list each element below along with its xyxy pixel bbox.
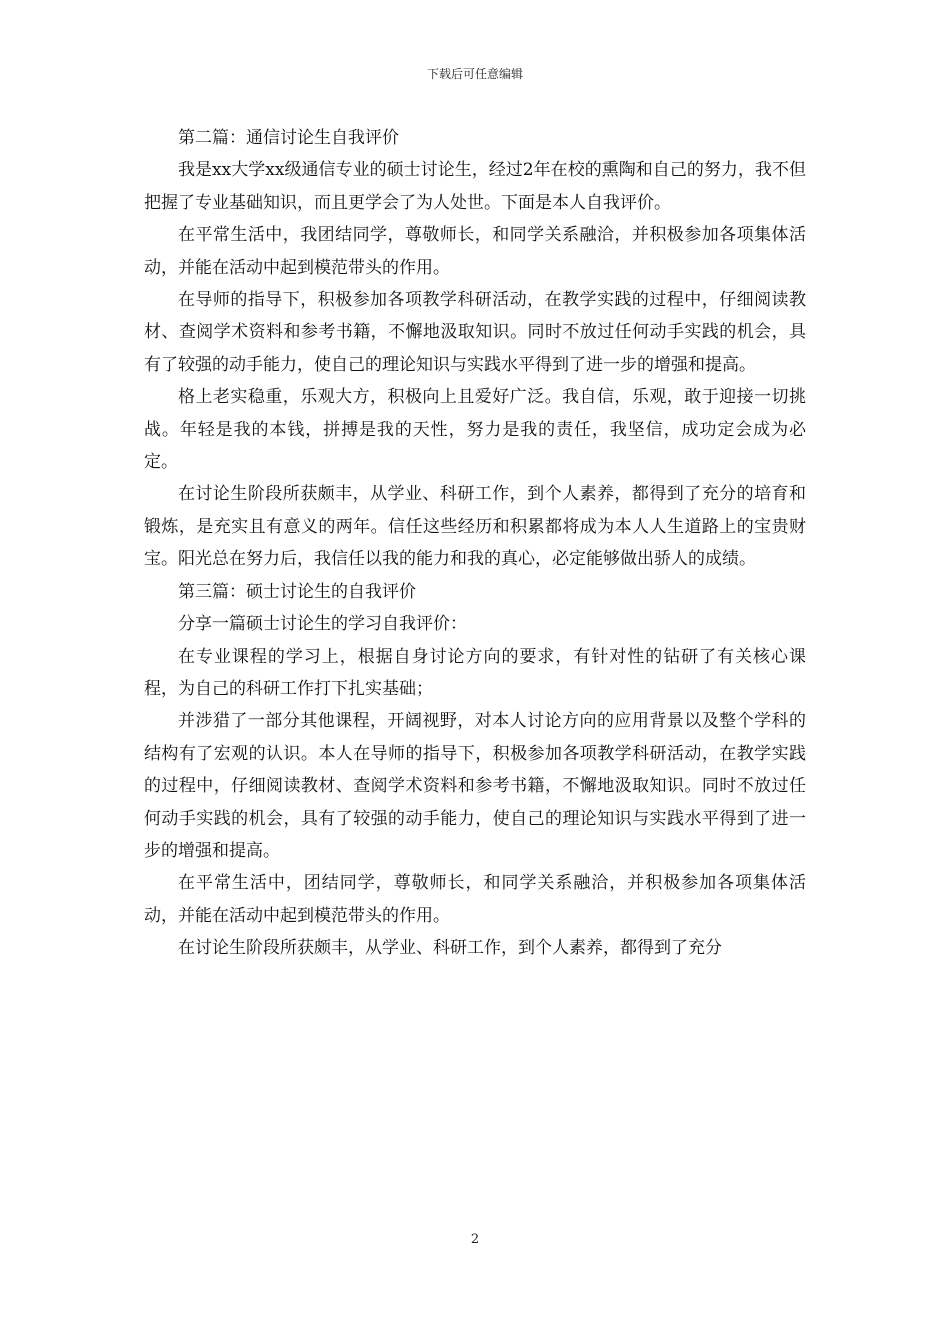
document-body: [144, 122, 806, 965]
paragraph: 在专业课程的学习上，根据自身讨论方向的要求，有针对性的钻研了有关核心课程，为自己的科研工作打下扎实基础；: [144, 646, 806, 699]
paragraph: 在导师的指导下，积极参加各项教学科研活动，在教学实践的过程中，仔细阅读教材、查阅学术资料和参考书籍，不懈地汲取知识。同时不放过任何动手实践的机会，具有了较强的动手能力，使自己的理论知识与实践水平得到了进一步的增强和提高。: [144, 290, 806, 375]
page-number: 2: [470, 1232, 480, 1247]
paragraph: 分享一篇硕士讨论生的学习自我评价：: [178, 614, 467, 635]
page-header: 下载后可任意编辑: [426, 67, 523, 81]
section-heading-2: 第二篇：通信讨论生自我评价: [178, 128, 399, 148]
paragraph: 在讨论生阶段所获颇丰，从学业、科研工作，到个人素养，都得到了充分: [178, 938, 722, 959]
paragraph: 在讨论生阶段所获颇丰，从学业、科研工作，到个人素养，都得到了充分的培育和锻炼，是充实且有意义的两年。信任这些经历和积累都将成为本人人生道路上的宝贵财宝。阳光总在努力后，我信任以我的能力和我的真心，必定能够做出骄人的成绩。: [144, 484, 806, 570]
section-heading-3: 第三篇：硕士讨论生的自我评价: [178, 581, 416, 602]
paragraph: 我是xx大学xx级通信专业的硕士讨论生，经过2年在校的熏陶和自己的努力，我不但把握了专业基础知识，而且更学会了为人处世。下面是本人自我评价。: [144, 160, 806, 213]
paragraph: 并涉猎了一部分其他课程，开阔视野，对本人讨论方向的应用背景以及整个学科的结构有了宏观的认识。本人在导师的指导下，积极参加各项教学科研活动，在教学实践的过程中，仔细阅读教材、查阅学术资料和参考书籍，不懈地汲取知识。同时不放过任何动手实践的机会，具有了较强的动手能力，使自己的理论知识与实践水平得到了进一步的增强和提高。: [144, 711, 806, 861]
paragraph: 格上老实稳重，乐观大方，积极向上且爱好广泛。我自信，乐观，敢于迎接一切挑战。年轻是我的本钱，拼搏是我的天性，努力是我的责任，我坚信，成功定会成为必定。: [144, 387, 806, 473]
paragraph: 在平常生活中，团结同学，尊敬师长，和同学关系融洽，并积极参加各项集体活动，并能在活动中起到模范带头的作用。: [144, 873, 806, 926]
paragraph: 在平常生活中，我团结同学，尊敬师长，和同学关系融洽，并积极参加各项集体活动，并能在活动中起到模范带头的作用。: [144, 225, 806, 278]
